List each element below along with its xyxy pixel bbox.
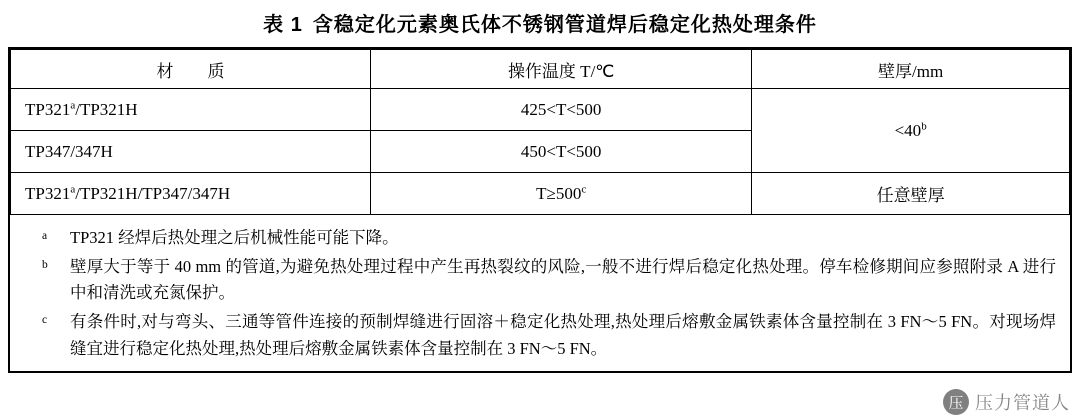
thickness-sup-1: b	[921, 119, 927, 132]
table-row	[11, 89, 1070, 131]
footnote-mark-c: c	[42, 314, 48, 327]
table-number: 表 1	[263, 14, 303, 36]
watermark-logo-icon: 压	[943, 389, 969, 415]
footnote-mark-a: a	[42, 230, 48, 242]
cell-thickness-3: 任意壁厚	[752, 173, 1070, 215]
footnote-text-c: 有条件时,对与弯头、三通等管件连接的预制焊缝进行固溶＋稳定化热处理,热处理后熔敷金属铁素体含量控制在 3 FN～5 FN。对现场焊缝宜进行稳定化热处理,热处理后熔敷金属铁素体含量控制在 3 FN～5 FN。	[70, 312, 1056, 358]
footnote-b	[24, 254, 1056, 307]
temperature-value-3: T≥500	[536, 183, 582, 203]
header-thickness: 壁厚/mm	[752, 50, 1070, 89]
material-name-3: TP321	[25, 183, 71, 203]
footnote-text-b: 壁厚大于等于 40 mm 的管道,为避免热处理过程中产生再热裂纹的风险,一般不进行焊后稳定化热处理。停车检修期间应参照附录 A 进行中和清洗或充氮保护。	[70, 256, 1056, 303]
watermark-text: 压力管道人	[975, 393, 1070, 413]
material-name-1: TP321	[25, 99, 71, 119]
header-material: 材 质	[11, 50, 371, 89]
cell-material-1	[11, 89, 371, 131]
table-container	[8, 47, 1072, 373]
cell-material-2: TP347/347H	[11, 131, 371, 173]
cell-thickness-1	[752, 89, 1070, 173]
material-tail-1: /TP321H	[75, 99, 138, 119]
thickness-value-1: <40	[894, 120, 922, 140]
material-tail-3: /TP321H/TP347/347H	[75, 183, 231, 203]
footnote-mark-b: b	[42, 258, 48, 271]
footnote-a	[24, 225, 1056, 252]
header-temperature: 操作温度 T/℃	[371, 50, 752, 89]
watermark	[943, 389, 1070, 415]
table-row	[11, 173, 1070, 215]
temperature-sup-3: c	[581, 182, 587, 195]
table-title-text: 含稳定化元素奥氏体不锈钢管道焊后稳定化热处理条件	[312, 14, 817, 36]
conditions-table	[10, 49, 1070, 215]
cell-temperature-3	[371, 173, 752, 215]
material-sup-1: a	[70, 98, 76, 111]
table-footnotes	[10, 215, 1070, 371]
table-title	[0, 0, 1080, 47]
cell-temperature-1: 425<T<500	[371, 89, 752, 131]
cell-material-3	[11, 173, 371, 215]
footnote-text-a: TP321 经焊后热处理之后机械性能可能下降。	[70, 228, 399, 247]
material-sup-3: a	[70, 182, 76, 195]
cell-temperature-2: 450<T<500	[371, 131, 752, 173]
footnote-c	[24, 309, 1056, 362]
table-header-row	[11, 50, 1070, 89]
